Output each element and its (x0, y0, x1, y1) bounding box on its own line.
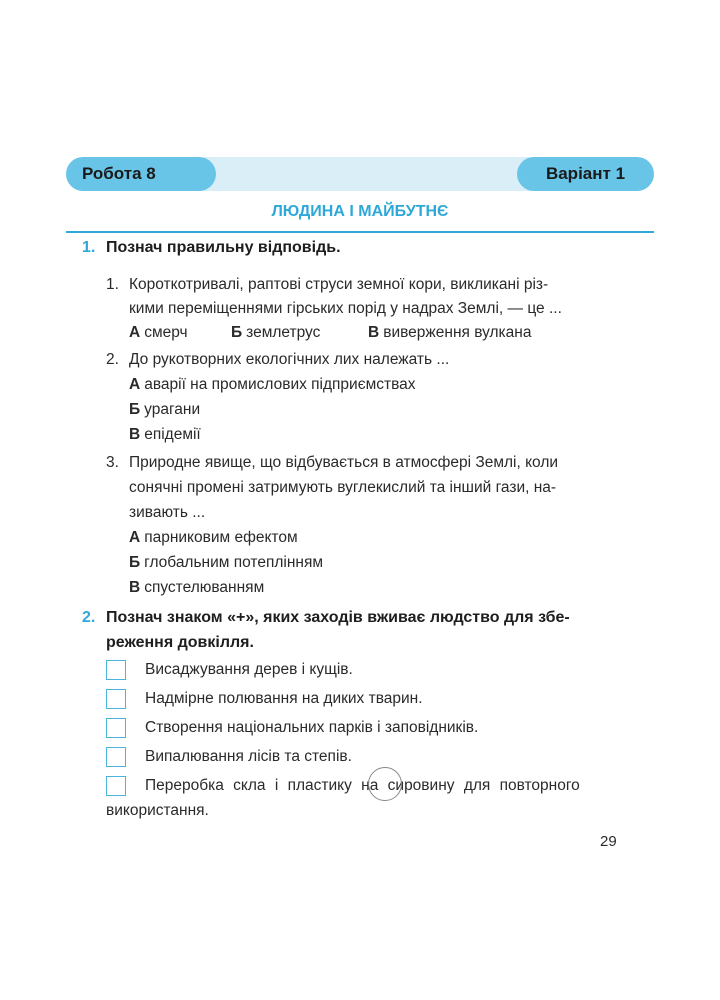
topic-divider (66, 231, 654, 233)
question-2-line-1: До рукотворних екологічних лих належать ... (129, 351, 450, 368)
checkbox-4[interactable] (106, 747, 126, 767)
task2-item-3: Створення національних парків і заповідників. (145, 719, 479, 736)
question-3-line-3: зивають ... (129, 504, 206, 521)
option: В виверження вулкана (368, 324, 532, 341)
option: Б землетрус (231, 324, 321, 341)
task2-item-2: Надмірне полювання на диких тварин. (145, 690, 423, 707)
question-1-line-1: Короткотривалі, раптові струси земної кори, викликані різ- (129, 276, 549, 293)
question-1-options (129, 324, 531, 342)
work-label: Робота 8 (66, 157, 216, 191)
topic-title: ЛЮДИНА І МАЙБУТНЄ (271, 203, 449, 220)
question-3-line-1: Природне явище, що відбувається в атмосфері Землі, коли (129, 454, 559, 471)
question-3-option-b: Б глобальним потеплінням (129, 554, 324, 571)
task1-title: Познач правильну відповідь. (106, 239, 341, 256)
checkbox-2[interactable] (106, 689, 126, 709)
task2-item-5: Переробка скла і пластику на сировину для повторного (145, 777, 580, 794)
question-2-option-a: А аварії на промислових підприємствах (129, 376, 416, 393)
question-3-line-2: сонячні промені затримують вуглекислий та інший гази, на- (129, 479, 557, 496)
task2-item-5-continuation: використання. (106, 802, 209, 819)
task2-item-1: Висаджування дерев і кущів. (145, 661, 353, 678)
question-2-option-c: В епідемії (129, 426, 201, 443)
question-3-option-a: А парниковим ефектом (129, 529, 298, 546)
question-1-line-2: кими переміщеннями гірських порід у надрах Землі, — це ... (129, 300, 562, 317)
task2-number: 2. (82, 609, 96, 626)
option: А смерч (129, 324, 188, 341)
task2-title-line-1: Познач знаком «+», яких заходів вживає людство для збе- (106, 609, 570, 626)
checkbox-5[interactable] (106, 776, 126, 796)
checkbox-3[interactable] (106, 718, 126, 738)
variant-label: Варіант 1 (517, 157, 654, 191)
pencil-circle-mark (368, 767, 402, 801)
question-2-option-b: Б урагани (129, 401, 201, 418)
task2-title-line-2: реження довкілля. (106, 634, 254, 651)
question-1-number: 1. (106, 276, 119, 293)
task2-item-4: Випалювання лісів та степів. (145, 748, 352, 765)
page-number: 29 (600, 833, 617, 850)
checkbox-1[interactable] (106, 660, 126, 680)
question-2-number: 2. (106, 351, 119, 368)
task1-number: 1. (82, 239, 96, 256)
question-3-number: 3. (106, 454, 119, 471)
question-3-option-c: В спустелюванням (129, 579, 265, 596)
